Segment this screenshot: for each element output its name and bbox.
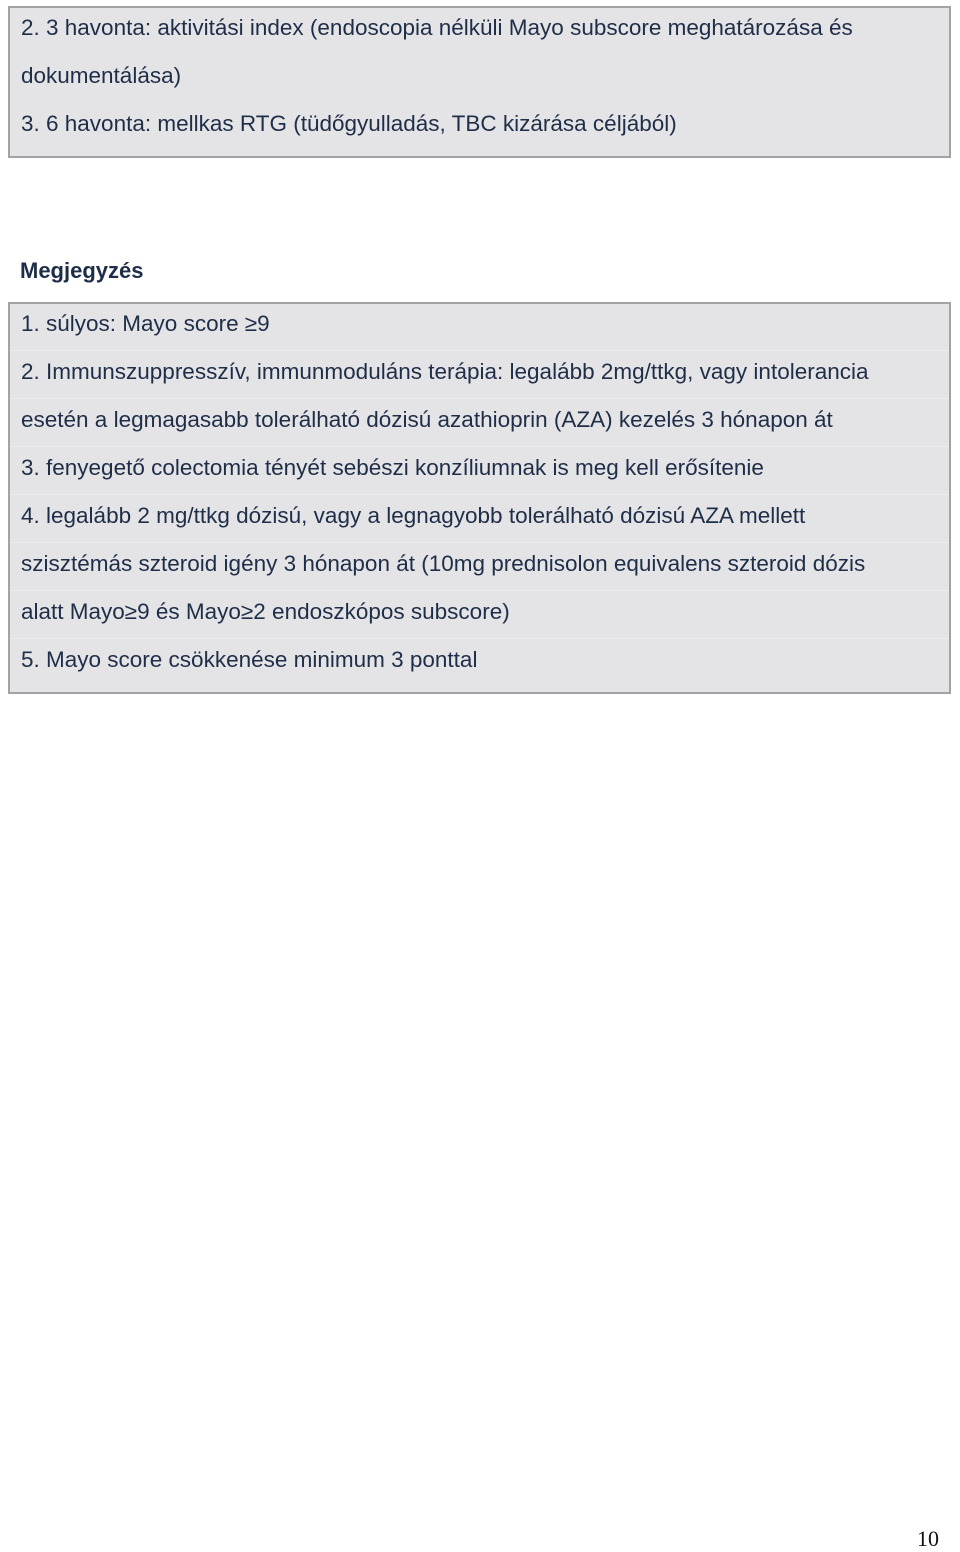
row-divider — [10, 398, 949, 399]
note-line-1: 1. súlyos: Mayo score ≥9 — [21, 311, 270, 336]
note-line-3: esetén a legmagasabb tolerálható dózisú azathioprin (AZA) kezelés 3 hónapon át — [21, 407, 833, 432]
note-line-6: szisztémás szteroid igény 3 hónapon át (10mg prednisolon equivalens szteroid dózis — [21, 551, 866, 576]
note-line-5: 4. legalább 2 mg/ttkg dózisú, vagy a legnagyobb tolerálható dózisú AZA mellett — [21, 503, 806, 528]
row-divider — [10, 494, 949, 495]
row-divider — [10, 542, 949, 543]
schedule-line-2: dokumentálása) — [21, 63, 182, 88]
row-divider — [10, 446, 949, 447]
row-divider — [10, 590, 949, 591]
schedule-box — [8, 6, 951, 158]
schedule-line-1: 2. 3 havonta: aktivitási index (endoscopia nélküli Mayo subscore meghatározása és — [21, 15, 853, 40]
note-line-7: alatt Mayo≥9 és Mayo≥2 endoszkópos subscore) — [21, 599, 510, 624]
notes-box — [8, 302, 951, 694]
schedule-line-3: 3. 6 havonta: mellkas RTG (tüdőgyulladás, TBC kizárása céljából) — [21, 111, 677, 136]
row-divider — [10, 350, 949, 351]
row-divider — [10, 638, 949, 639]
notes-heading: Megjegyzés — [20, 258, 144, 283]
note-line-4: 3. fenyegető colectomia tényét sebészi konzíliumnak is meg kell erősítenie — [21, 455, 764, 480]
note-line-8: 5. Mayo score csökkenése minimum 3 ponttal — [21, 647, 478, 672]
note-line-2: 2. Immunszuppresszív, immunmoduláns terápia: legalább 2mg/ttkg, vagy intolerancia — [21, 359, 869, 384]
page-number: 10 — [917, 1526, 939, 1551]
